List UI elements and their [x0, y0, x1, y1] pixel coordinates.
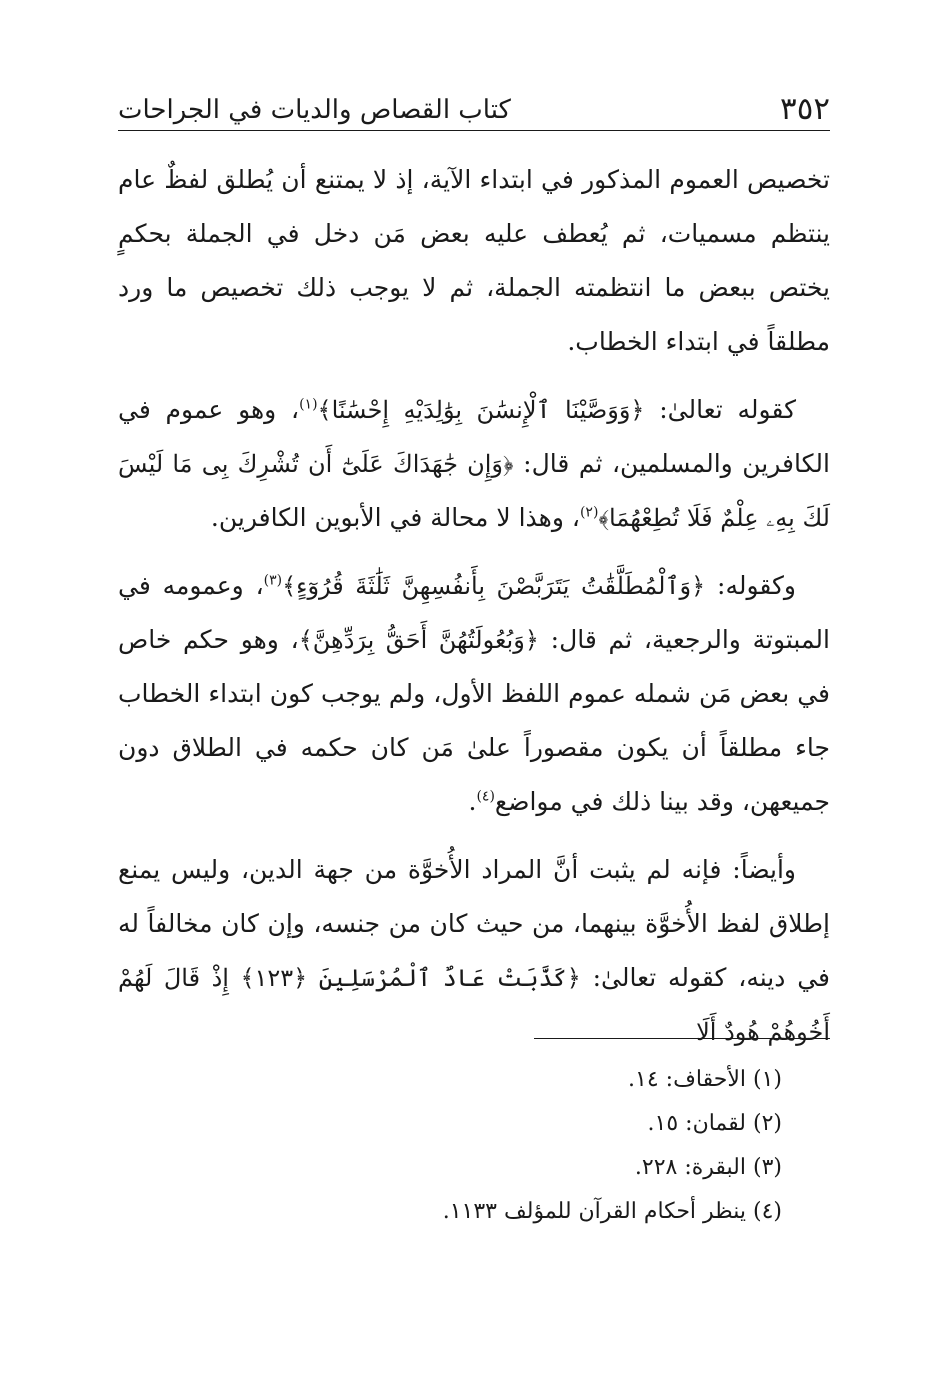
footnotes [162, 1058, 782, 1234]
paragraph-text: وأيضاً: فإنه لم يثبت أنَّ المراد الأُخوَّة من جهة الدين، وليس يمنع إطلاق لفظ الأُخوَّة بينهما، من حيث كان من جنسه، وإن كان مخالفاً له في دينه، كقوله تعالىٰ: [118, 855, 830, 992]
body-text [118, 153, 830, 1059]
book-page [118, 80, 830, 1340]
footnote: (٢) لقمان: ١٥. [647, 1111, 782, 1136]
quran-quote: ﴿وَٱلْمُطَلَّقَٰتُ يَتَرَبَّصْنَ بِأَنفُسِهِنَّ ثَلَٰثَةَ قُرُوٓءٍ﴾ [282, 572, 706, 600]
paragraph [118, 843, 830, 1059]
quran-quote: ﴿وَإِن جَٰهَدَاكَ عَلَىٰٓ أَن تُشْرِكَ بِى مَا لَيْسَ لَكَ بِهِۦ عِلْمٌ فَلَا تُطِعْهُمَا﴾ [118, 450, 830, 532]
paragraph-text: ، وعمومه في المبتوتة والرجعية، ثم قال: [118, 571, 830, 654]
footnote: (١) الأحقاف: ١٤. [628, 1067, 782, 1092]
quran-quote: ﴿كَذَّبَتْ عَادٌ ٱلْمُرْسَلِينَ ﴿١٢٣﴾ إِذْ قَالَ لَهُمْ أَخُوهُمْ هُودٌ أَلَا [118, 964, 830, 1046]
footnote-reference: (١) [299, 396, 318, 413]
footnote: (٣) البقرة: ٢٢٨. [634, 1155, 782, 1180]
paragraph-text: ، وهو عموم في الكافرين والمسلمين، ثم قال: [118, 395, 830, 478]
footnote-divider [534, 1038, 830, 1039]
paragraph-text: كقوله تعالىٰ: [644, 395, 797, 424]
footnote-reference: (٣) [263, 572, 283, 589]
quran-quote: ﴿وَوَصَّيْنَا ٱلْإِنسَٰنَ بِوَٰلِدَيْهِ إِحْسَٰنًا﴾ [317, 396, 645, 424]
paragraph-text: ، وهذا لا محالة في الأبوين الكافرين. [210, 503, 580, 532]
paragraph [118, 153, 830, 369]
footnote-reference: (٤) [476, 788, 495, 805]
paragraph-text: ، وهو حكم خاص في بعض مَن شمله عموم اللفظ الأول، ولم يوجب كون ابتداء الخطاب جاء مطلقاً أن يكون مقصوراً علىٰ مَن كان حكمه في الطلاق دون جميعهن، وقد بينا ذلك في مواضع [118, 625, 830, 816]
quran-quote: ﴿وَبُعُولَتُهُنَّ أَحَقُّ بِرَدِّهِنَّ﴾ [298, 626, 539, 654]
paragraph-text: . [468, 787, 477, 816]
footnote: (٤) ينظر أحكام القرآن للمؤلف ١١٣٣. [442, 1199, 782, 1224]
paragraph-text: وكقوله: [705, 571, 796, 600]
paragraph [118, 559, 830, 829]
paragraph-text: تخصيص العموم المذكور في ابتداء الآية، إذ لا يمتنع أن يُطلق لفظٌ عام ينتظم مسميات، ثم يُعطف عليه بعض مَن دخل في الجملة بحكمٍ يختص ببعض ما انتظمته الجملة، ثم لا يوجب ذلك تخصيص ما ورد مطلقاً في ابتداء الخطاب. [118, 165, 830, 356]
book-title: كتاب القصاص والديات في الجراحات [118, 95, 511, 125]
running-header [118, 80, 830, 131]
paragraph [118, 383, 830, 545]
footnote-reference: (٢) [579, 504, 599, 521]
page-number: ٣٥٢ [780, 91, 830, 127]
